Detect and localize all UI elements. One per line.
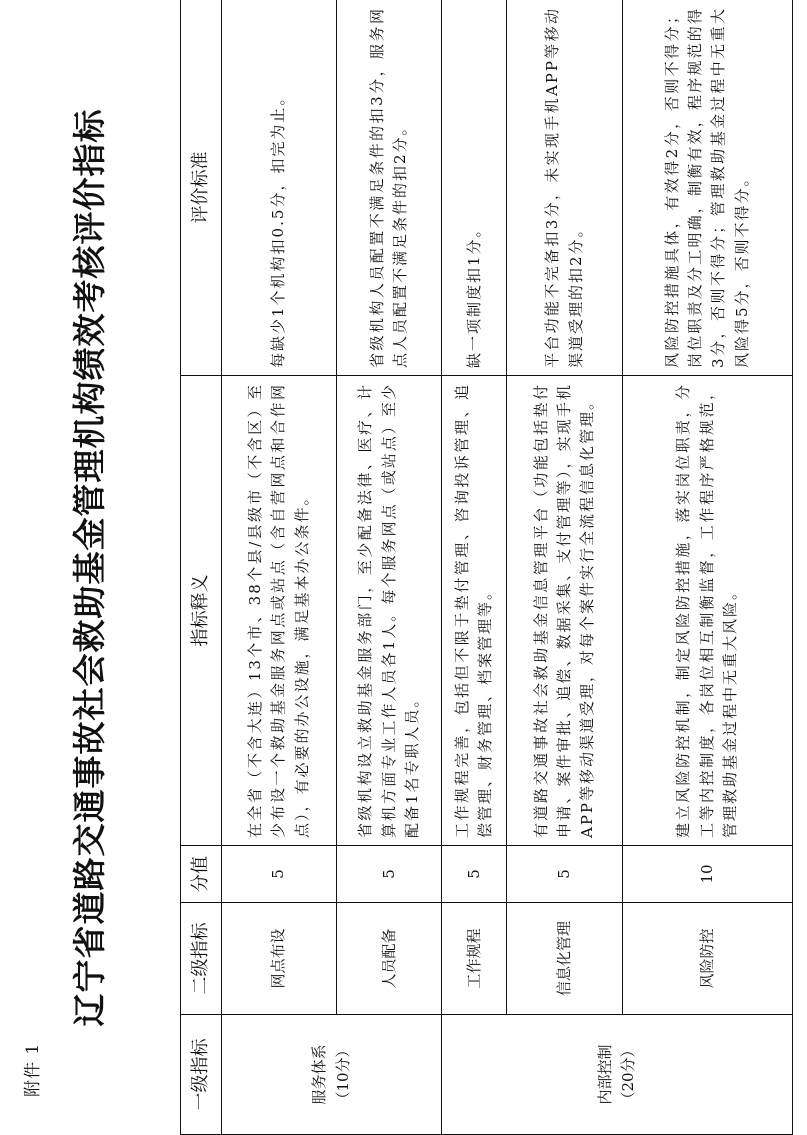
definition-cell: 工作规程完善，包括但不限于垫付管理、咨询投诉管理、追偿管理、财务管理、档案管理等。 — [442, 376, 507, 846]
table-row — [337, 0, 442, 1135]
table-row — [442, 0, 507, 1135]
score-cell: 5 — [507, 846, 622, 903]
definition-cell: 建立风险防控机制，制定风险防控措施，落实岗位职责，分工等内控制度，各岗位相互制衡监督，工作程序严格规范，管理救助基金过程中无重大风险。 — [622, 376, 792, 846]
score-cell: 5 — [222, 846, 337, 903]
score-cell: 5 — [337, 846, 442, 903]
header-level1: 一级指标 — [181, 1015, 222, 1135]
level2-cell: 网点布设 — [222, 903, 337, 1015]
criteria-cell: 平台功能不完备扣3分，未实现手机APP等移动渠道受理的扣2分。 — [507, 0, 622, 376]
definition-cell: 有道路交通事故社会救助基金信息管理平台（功能包括垫付申请、案件审批、追偿、数据采集、支付管理等），实现手机APP等移动渠道受理，对每个案件实行全流程信息化管理。 — [507, 376, 622, 846]
document-title: 辽宁省道路交通事故社会救助基金管理机构绩效考核评价指标 — [70, 108, 109, 1027]
header-score: 分值 — [181, 846, 222, 903]
level1-points: （10分） — [333, 1042, 352, 1107]
level1-points: （20分） — [619, 1042, 638, 1107]
table-row — [222, 0, 337, 1135]
header-definition: 指标释义 — [181, 376, 222, 846]
table-row — [622, 0, 792, 1135]
attachment-label: 附件 1 — [23, 1042, 43, 1097]
header-level2: 二级指标 — [181, 903, 222, 1015]
level1-cell-service-system — [222, 1015, 442, 1135]
score-cell: 5 — [442, 846, 507, 903]
definition-cell: 在全省（不含大连）13个市、38个县/县级市（不含区）至少布设一个救助基金服务网点或站点（含自营网点和合作网点），有必要的办公设施，满足基本办公条件。 — [222, 376, 337, 846]
level2-cell: 人员配备 — [337, 903, 442, 1015]
criteria-cell: 每缺少1个机构扣0.5分，扣完为止。 — [222, 0, 337, 376]
level2-cell: 风险防控 — [622, 903, 792, 1015]
level1-name: 服务体系 — [310, 1044, 329, 1105]
table-row — [507, 0, 622, 1135]
level1-cell-internal-control — [442, 1015, 793, 1135]
criteria-cell: 省级机构人员配置不满足条件的扣3分，服务网点人员配置不满足条件的扣2分。 — [337, 0, 442, 376]
level2-cell: 工作规程 — [442, 903, 507, 1015]
score-cell: 10 — [622, 846, 792, 903]
definition-cell: 省级机构设立救助基金服务部门，至少配备法律、医疗、计算机方面专业工作人员各1人。每个服务网点（或站点）至少配备1名专职人员。 — [337, 376, 442, 846]
level1-name: 内部控制 — [595, 1044, 614, 1105]
evaluation-table — [180, 0, 793, 1135]
level2-cell: 信息化管理 — [507, 903, 622, 1015]
header-criteria: 评价标准 — [181, 0, 222, 376]
criteria-cell: 风险防控措施具体，有效得2分，否则不得分；岗位职责及分工明确，制衡有效，程序规范的得3分，否则不得分；管理救助基金过程中无重大风险得5分，否则不得分。 — [622, 0, 792, 376]
criteria-cell: 缺一项制度扣1分。 — [442, 0, 507, 376]
table-header-row — [181, 0, 222, 1135]
